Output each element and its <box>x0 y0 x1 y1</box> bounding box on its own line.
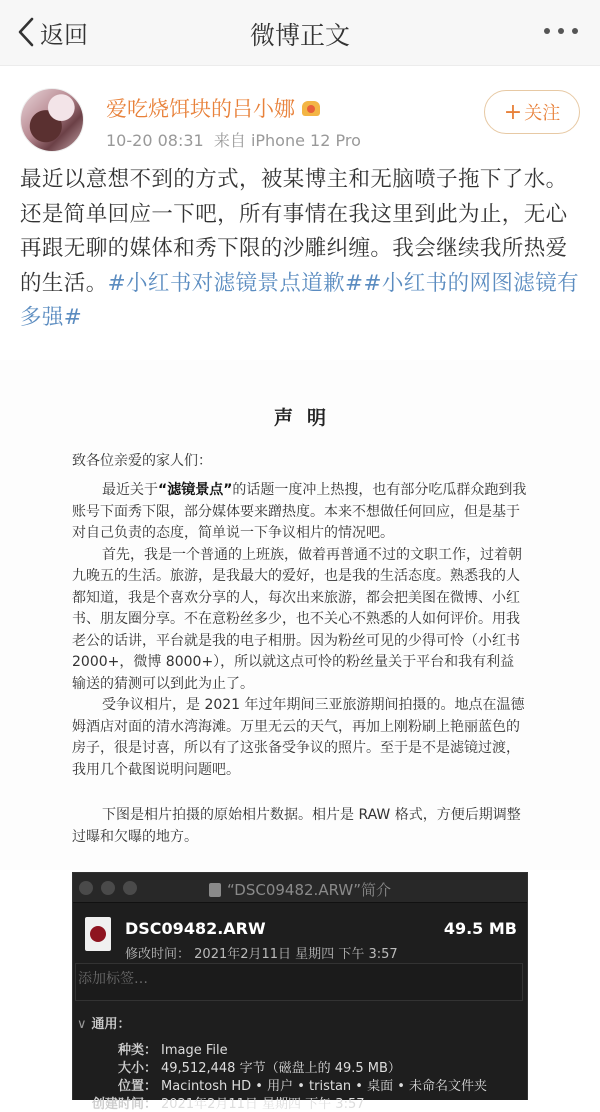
file-name: DSC09482.ARW <box>125 919 266 938</box>
page-title: 微博正文 <box>249 21 350 50</box>
more-button[interactable] <box>544 28 578 34</box>
more-dots-icon <box>544 28 550 34</box>
back-label: 返回 <box>40 20 88 49</box>
info-key: 大小： <box>117 1061 157 1076</box>
modified-value: 2021年2月11日 星期四 下午 3:57 <box>194 947 398 962</box>
raw-file-icon <box>85 917 111 951</box>
statement-image[interactable] <box>0 360 600 870</box>
info-value: Image File <box>161 1043 228 1058</box>
section-label: 通用： <box>91 1017 131 1032</box>
add-tag-input[interactable]: 添加标签… <box>75 963 523 1001</box>
follow-button[interactable] <box>484 90 580 134</box>
general-section-toggle[interactable] <box>77 1013 131 1032</box>
window-title <box>73 879 527 900</box>
post-source: 来自 iPhone 12 Pro <box>213 131 361 150</box>
file-size: 49.5 MB <box>443 919 517 938</box>
statement-paragraph <box>72 480 528 545</box>
hashtag-link[interactable]: #小红书对滤镜景点道歉# <box>107 270 364 296</box>
follow-label: 关注 <box>524 103 561 124</box>
window-title-text: “DSC09482.ARW”简介 <box>226 881 392 899</box>
statement-greeting: 致各位亲爱的家人们： <box>72 453 212 469</box>
file-info-window <box>72 872 528 1112</box>
info-value: 2021年2月11日 星期四 下午 3:57 <box>161 1097 365 1112</box>
info-row-size <box>73 1057 401 1076</box>
paragraph-text: 的话题一度冲上热搜，也有部分吃瓜群众跑到我账号下面秀下限，部分媒体要来蹭热度。本来不想做任何回应，但是基于对自己负责的态度，简单说一下争议相片的情况吧。 <box>72 482 527 541</box>
info-row-kind <box>73 1039 228 1058</box>
info-value: 49,512,448 字节（磁盘上的 49.5 MB） <box>161 1061 401 1076</box>
post-timestamp: 10-20 08:31 <box>106 131 204 150</box>
avatar[interactable] <box>20 88 84 152</box>
navbar <box>0 0 600 66</box>
modified-label: 修改时间： <box>125 947 191 962</box>
post-meta <box>106 128 361 151</box>
statement-paragraph: 首先，我是一个普通的上班族，做着再普通不过的文职工作，过着朝九晚五的生活。旅游，是我最大的爱好，也是我的生活态度。熟悉我的人都知道，我是个喜欢分享的人，每次出来旅游，都会把美图在微博、小红书、朋友圈分享。不在意粉丝多少，也不关心不熟悉的人如何评价。用我老公的话讲，平台就是我的电子相册。因为粉丝可见的少得可怜（小红书 2000+，微博 8000+），所以就这点可怜的粉丝量关于平台和我有利益输送的猜测可以到此为止了。 <box>72 546 522 692</box>
plus-icon: + <box>503 99 523 125</box>
chevron-down-icon: ∨ <box>77 1017 87 1032</box>
info-key: 种类： <box>117 1043 157 1058</box>
crown-vip-icon <box>301 98 323 118</box>
paragraph-text: 最近关于 <box>102 482 158 498</box>
statement-title: 声明 <box>273 407 340 429</box>
info-row-location <box>73 1075 487 1094</box>
info-row-created <box>73 1093 365 1112</box>
document-icon <box>209 883 221 897</box>
info-key: 位置： <box>117 1079 157 1094</box>
more-dots-icon <box>572 28 578 34</box>
more-dots-icon <box>558 28 564 34</box>
statement-body <box>72 480 528 848</box>
statement-paragraph: 受争议相片，是 2021 年过年期间三亚旅游期间拍摄的。地点在温德姆酒店对面的清水湾海滩。万里无云的天气，再加上刚粉刷上艳丽蓝色的房子，很是讨喜，所以有了这张备受争议的照片。至于是不是滤镜过渡，我用几个截图说明问题吧。 <box>72 697 525 778</box>
file-summary <box>73 909 527 962</box>
file-modified <box>125 943 398 962</box>
author-name: 爱吃烧饵块的吕小娜 <box>106 97 295 121</box>
info-value: Macintosh HD • 用户 • tristan • 桌面 • 未命名文件夹 <box>161 1079 488 1094</box>
window-titlebar <box>73 873 527 903</box>
hashtag-link[interactable]: #小红书的网图滤镜有多强# <box>20 270 579 330</box>
info-key: 创建时间： <box>91 1097 157 1112</box>
paragraph-emphasis: “滤镜景点” <box>158 482 233 498</box>
statement-paragraph: 下图是相片拍摄的原始相片数据。相片是 RAW 格式，方便后期调整过曝和欠曝的地方。 <box>72 807 521 845</box>
post-text <box>20 163 580 336</box>
post-body: 最近以意想不到的方式，被某博主和无脑喷子拖下了水。还是简单回应一下吧，所有事情在我这里到此为止，无心再跟无聊的媒体和秀下限的沙雕纠缠。我会继续我所热爱的生活。 <box>20 167 568 296</box>
author-name-link[interactable] <box>106 93 323 123</box>
